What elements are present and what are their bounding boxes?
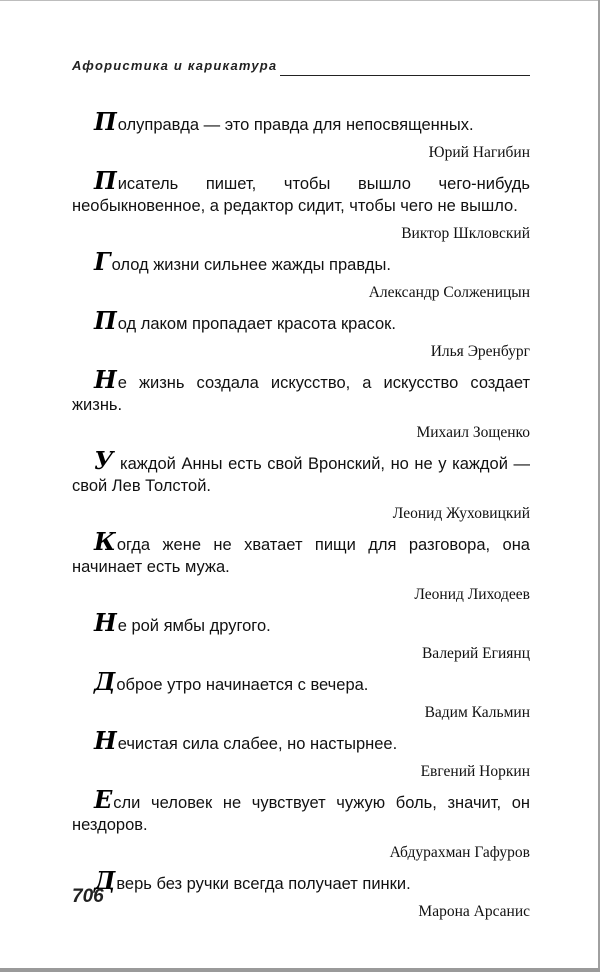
quote-text: верь без ручки всегда получает пинки. bbox=[116, 875, 411, 893]
decorative-initial: Н bbox=[94, 365, 117, 394]
aphorism-quote bbox=[72, 866, 530, 895]
aphorism-quote bbox=[72, 527, 530, 578]
aphorism-entry bbox=[72, 726, 530, 782]
aphorism-entry bbox=[72, 446, 530, 524]
aphorism-list bbox=[72, 107, 530, 930]
header-rule bbox=[280, 75, 530, 76]
aphorism-entry bbox=[72, 107, 530, 163]
aphorism-entry bbox=[72, 365, 530, 443]
aphorism-quote bbox=[72, 107, 530, 136]
aphorism-entry bbox=[72, 866, 530, 922]
aphorism-author: Евгений Норкин bbox=[420, 763, 530, 780]
quote-text: олод жизни сильнее жажды правды. bbox=[111, 256, 391, 274]
decorative-initial: Г bbox=[94, 247, 111, 276]
aphorism-entry bbox=[72, 166, 530, 244]
scan-edge-bottom bbox=[0, 968, 600, 972]
aphorism-author: Марона Арсанис bbox=[418, 903, 530, 920]
decorative-initial: П bbox=[94, 166, 117, 195]
aphorism-author: Валерий Егиянц bbox=[421, 645, 530, 662]
aphorism-author: Юрий Нагибин bbox=[428, 144, 530, 161]
decorative-initial: Е bbox=[94, 785, 113, 814]
quote-text: е жизнь создала искусство, а искусство создает жизнь. bbox=[72, 374, 530, 414]
aphorism-quote bbox=[72, 785, 530, 836]
page-number: 706 bbox=[72, 886, 104, 907]
quote-text: исатель пишет, чтобы вышло чего-нибудь необыкновенное, а редактор сидит, чтобы чего не вышло. bbox=[72, 175, 530, 215]
aphorism-author: Вадим Кальмин bbox=[424, 704, 530, 721]
aphorism-entry bbox=[72, 667, 530, 723]
aphorism-entry bbox=[72, 785, 530, 863]
decorative-initial: К bbox=[94, 527, 116, 556]
aphorism-quote bbox=[72, 446, 530, 497]
aphorism-entry bbox=[72, 306, 530, 362]
aphorism-quote bbox=[72, 365, 530, 416]
aphorism-quote bbox=[72, 667, 530, 696]
decorative-initial: У bbox=[94, 446, 114, 475]
scan-edge-top bbox=[0, 0, 600, 1]
aphorism-quote bbox=[72, 608, 530, 637]
quote-text: олуправда — это правда для непосвященных. bbox=[117, 116, 474, 134]
aphorism-quote bbox=[72, 306, 530, 335]
aphorism-author: Леонид Лиходеев bbox=[414, 586, 530, 603]
decorative-initial: Д bbox=[94, 866, 116, 895]
quote-text: ечистая сила слабее, но настырнее. bbox=[117, 735, 398, 753]
aphorism-author: Виктор Шкловский bbox=[401, 225, 530, 242]
aphorism-author: Абдурахман Гафуров bbox=[389, 844, 530, 861]
decorative-initial: П bbox=[94, 107, 117, 136]
quote-text: е рой ямбы другого. bbox=[117, 617, 271, 635]
aphorism-quote bbox=[72, 166, 530, 217]
aphorism-entry bbox=[72, 527, 530, 605]
quote-text: оброе утро начинается с вечера. bbox=[116, 676, 369, 694]
aphorism-quote bbox=[72, 726, 530, 755]
aphorism-entry bbox=[72, 247, 530, 303]
aphorism-quote bbox=[72, 247, 530, 276]
running-head: Афористика и карикатура bbox=[72, 58, 278, 73]
aphorism-author: Илья Эренбург bbox=[430, 343, 530, 360]
quote-text: сли человек не чувствует чужую боль, значит, он нездоров. bbox=[72, 794, 530, 834]
decorative-initial: Н bbox=[94, 608, 117, 637]
aphorism-author: Александр Солженицын bbox=[368, 284, 530, 301]
decorative-initial: Д bbox=[94, 667, 116, 696]
aphorism-entry bbox=[72, 608, 530, 664]
quote-text: од лаком пропадает красота красок. bbox=[117, 315, 396, 333]
quote-text: огда жене не хватает пищи для разговора, она начинает есть мужа. bbox=[72, 536, 530, 576]
aphorism-author: Михаил Зощенко bbox=[416, 424, 530, 441]
decorative-initial: Н bbox=[94, 726, 117, 755]
decorative-initial: П bbox=[94, 306, 117, 335]
aphorism-author: Леонид Жуховицкий bbox=[392, 505, 530, 522]
quote-text: каждой Анны есть свой Вронский, но не у каждой — свой Лев Толстой. bbox=[72, 455, 530, 495]
